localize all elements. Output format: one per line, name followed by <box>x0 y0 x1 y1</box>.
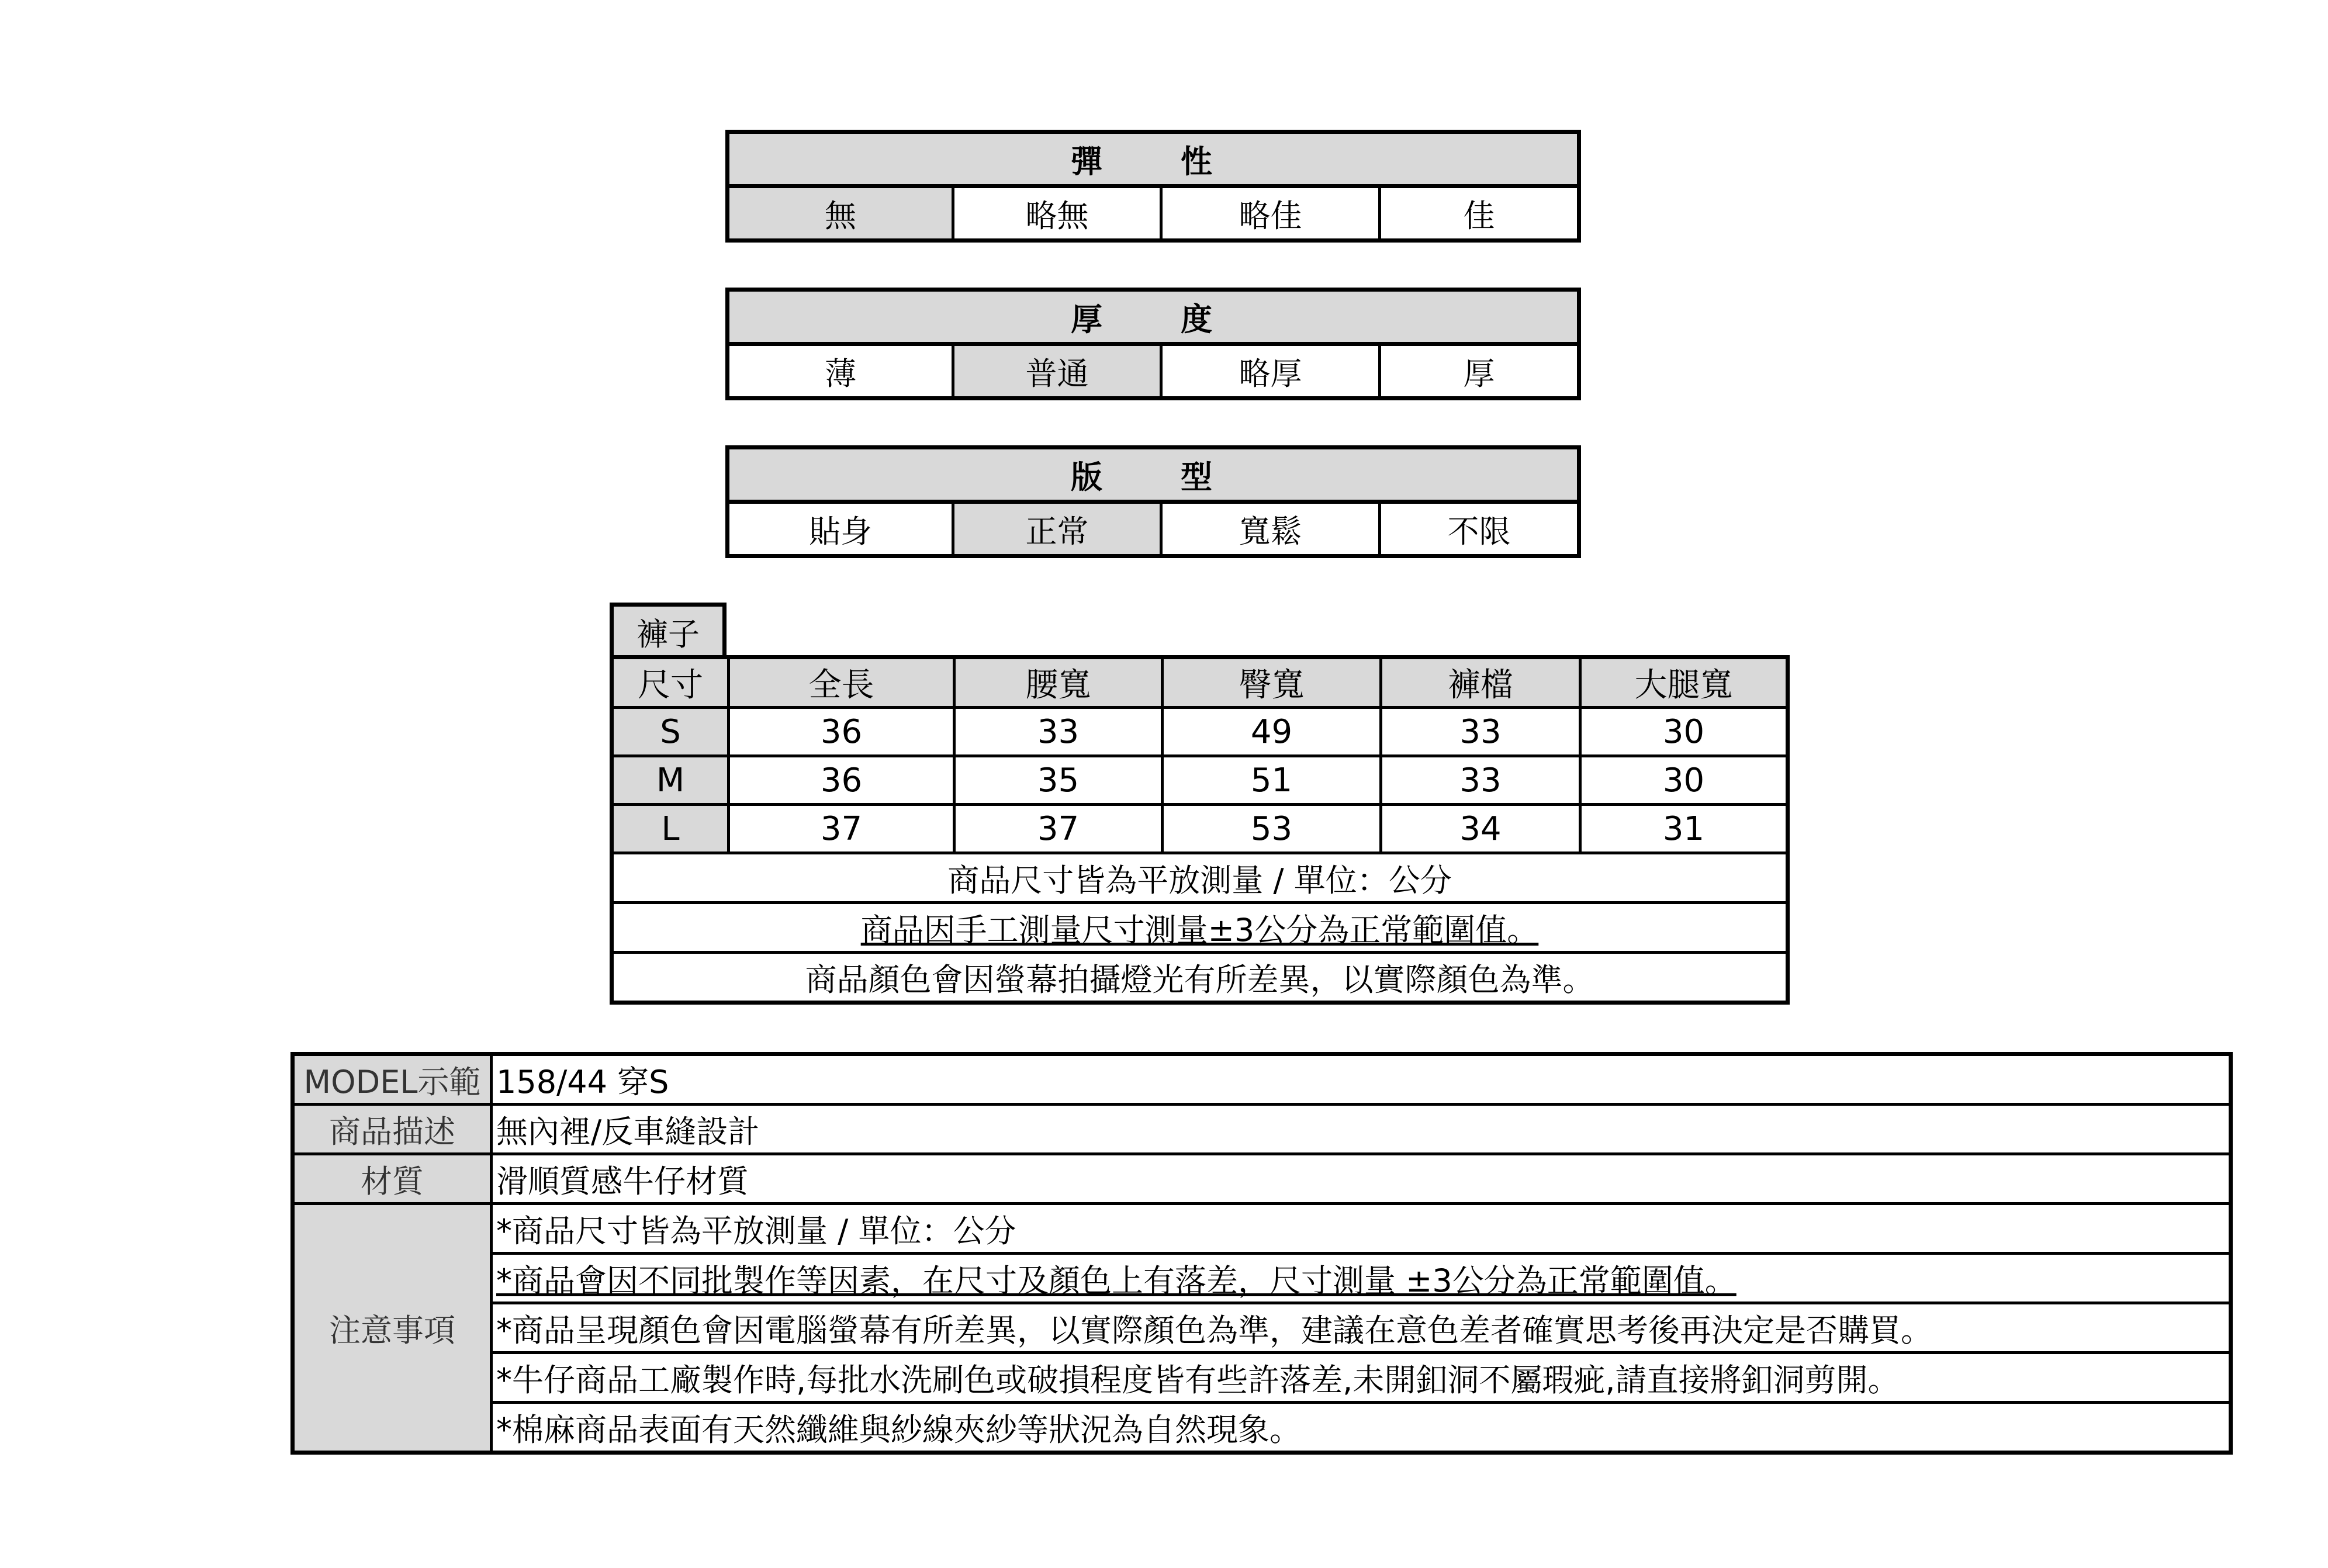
model-label: MODEL示範 <box>293 1054 492 1105</box>
size-header-length: 全長 <box>729 657 954 708</box>
notice-label: 注意事項 <box>293 1204 492 1453</box>
size-note-row <box>612 853 1788 903</box>
size-label: L <box>612 805 729 853</box>
fit-option-regular: 正常 <box>953 502 1161 556</box>
size-header-hip: 臀寬 <box>1163 657 1381 708</box>
notice-item: *棉麻商品表面有天然纖維與紗線夾紗等狀況為自然現象。 <box>492 1403 2231 1453</box>
size-note-row <box>612 903 1788 953</box>
size-table-header-row <box>612 657 1788 708</box>
size-label: S <box>612 708 729 756</box>
model-value: 158/44 穿S <box>492 1054 2231 1105</box>
notice-row <box>293 1204 2231 1254</box>
table-cell: 53 <box>1163 805 1381 853</box>
size-note-measurement: 商品尺寸皆為平放測量 / 單位：公分 <box>612 853 1788 903</box>
table-cell: 37 <box>954 805 1163 853</box>
model-row <box>293 1054 2231 1105</box>
table-row <box>612 756 1788 805</box>
table-cell: 33 <box>1381 708 1580 756</box>
material-value: 滑順質感牛仔材質 <box>492 1154 2231 1204</box>
size-note-tolerance: 商品因手工測量尺寸測量±3公分為正常範圍值。 <box>612 903 1788 953</box>
size-label: M <box>612 756 729 805</box>
table-row <box>612 708 1788 756</box>
size-table <box>610 655 1790 1005</box>
product-info-table <box>290 1052 2233 1455</box>
notice-item: *商品會因不同批製作等因素，在尺寸及顏色上有落差，尺寸測量 ±3公分為正常範圍值。 <box>492 1254 2231 1303</box>
table-cell: 33 <box>1381 756 1580 805</box>
notice-row <box>293 1353 2231 1403</box>
thickness-option-thin: 薄 <box>728 344 953 399</box>
elasticity-option-slightly-good: 略佳 <box>1161 186 1380 241</box>
thickness-option-thick: 厚 <box>1380 344 1579 399</box>
notice-row <box>293 1303 2231 1353</box>
table-cell: 36 <box>729 756 954 805</box>
fit-option-slim: 貼身 <box>728 502 953 556</box>
size-header-thigh: 大腿寬 <box>1580 657 1788 708</box>
size-category-box <box>610 603 727 661</box>
elasticity-option-slightly-none: 略無 <box>953 186 1161 241</box>
fit-table <box>725 445 1581 558</box>
table-cell: 51 <box>1163 756 1381 805</box>
notice-row <box>293 1403 2231 1453</box>
fit-title: 版 型 <box>728 448 1579 502</box>
table-cell: 35 <box>954 756 1163 805</box>
fit-option-any: 不限 <box>1380 502 1579 556</box>
notice-row <box>293 1254 2231 1303</box>
description-label: 商品描述 <box>293 1105 492 1154</box>
table-cell: 49 <box>1163 708 1381 756</box>
size-note-color: 商品顏色會因螢幕拍攝燈光有所差異，以實際顏色為準。 <box>612 953 1788 1003</box>
table-cell: 37 <box>729 805 954 853</box>
table-cell: 34 <box>1381 805 1580 853</box>
description-row <box>293 1105 2231 1154</box>
table-cell: 36 <box>729 708 954 756</box>
notice-item: *商品呈現顏色會因電腦螢幕有所差異，以實際顏色為準，建議在意色差者確實思考後再決定是否購買。 <box>492 1303 2231 1353</box>
fit-option-loose: 寬鬆 <box>1161 502 1380 556</box>
table-cell: 33 <box>954 708 1163 756</box>
table-row <box>612 805 1788 853</box>
size-header-rise: 褲檔 <box>1381 657 1580 708</box>
notice-item: *牛仔商品工廠製作時,每批水洗刷色或破損程度皆有些許落差,未開釦洞不屬瑕疵,請直接將釦洞剪開。 <box>492 1353 2231 1403</box>
elasticity-table <box>725 130 1581 243</box>
thickness-title: 厚 度 <box>728 290 1579 344</box>
thickness-option-slightly-thick: 略厚 <box>1161 344 1380 399</box>
notice-item: *商品尺寸皆為平放測量 / 單位：公分 <box>492 1204 2231 1254</box>
size-header-size: 尺寸 <box>612 657 729 708</box>
table-cell: 30 <box>1580 756 1788 805</box>
material-label: 材質 <box>293 1154 492 1204</box>
thickness-option-normal: 普通 <box>953 344 1161 399</box>
table-cell: 30 <box>1580 708 1788 756</box>
elasticity-option-none: 無 <box>728 186 953 241</box>
size-note-row <box>612 953 1788 1003</box>
material-row <box>293 1154 2231 1204</box>
size-category-label: 褲子 <box>612 605 725 659</box>
elasticity-option-good: 佳 <box>1380 186 1579 241</box>
size-header-waist: 腰寬 <box>954 657 1163 708</box>
elasticity-title: 彈 性 <box>728 132 1579 186</box>
table-cell: 31 <box>1580 805 1788 853</box>
thickness-table <box>725 288 1581 400</box>
description-value: 無內裡/反車縫設計 <box>492 1105 2231 1154</box>
